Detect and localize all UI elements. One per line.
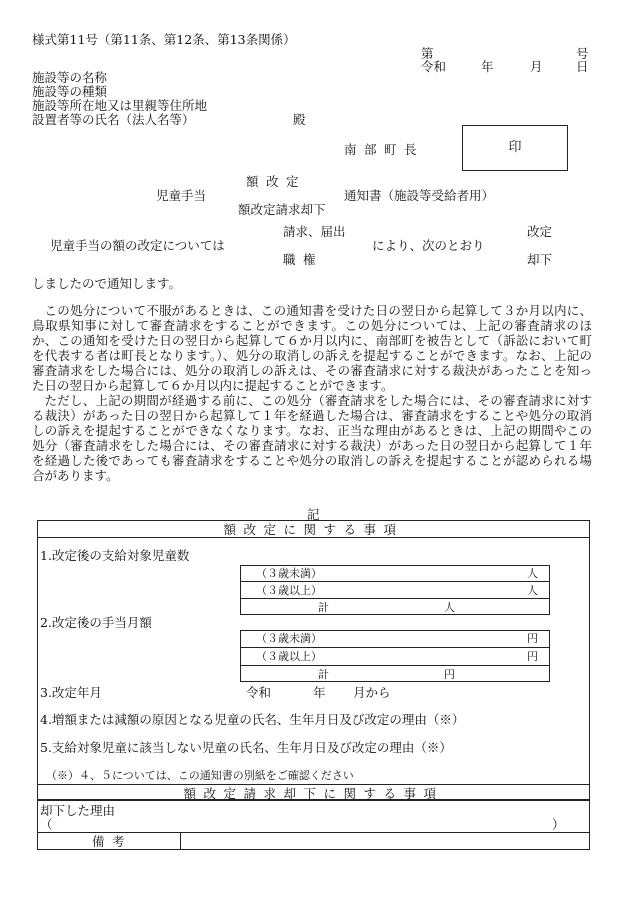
seal-text: 印	[508, 140, 522, 156]
notice-paragraphs	[32, 303, 592, 483]
doc-number-prefix: 第	[421, 46, 434, 61]
title-top: 額改定	[246, 174, 307, 189]
reject-header: 額改定請求却下に関する事項	[183, 786, 444, 801]
reject-reason-label: 却下した理由	[40, 803, 116, 818]
seal-box	[462, 125, 568, 171]
intro-middle: により、次のとおり	[372, 238, 485, 253]
date-era: 令和	[421, 59, 447, 74]
recipient-operator-name: 設置者等の氏名（法人名等）	[32, 112, 195, 127]
date-day: 日	[576, 59, 589, 74]
item-change-reason: 4.増額または減額の原因となる児童の氏名、生年月日及び改定の理由（※）	[40, 712, 465, 727]
child-count-over3-unit: 人	[527, 584, 538, 597]
intro-prefix: 児童手当の額の改定については	[50, 238, 225, 253]
reject-paren-open: （	[40, 817, 53, 832]
monthly-amount-over3-unit: 円	[527, 650, 538, 663]
monthly-amount-under3-unit: 円	[527, 632, 538, 645]
item-child-count: 1.改定後の支給対象児童数	[40, 548, 190, 563]
child-count-under3-unit: 人	[527, 567, 538, 580]
recipient-address: 施設等所在地又は里親等住所地	[32, 98, 208, 113]
date-year: 年	[481, 59, 494, 74]
child-count-under3-label: （３歳未満）	[256, 567, 322, 580]
form-number: 様式第11号（第11条、第12条、第13条関係）	[32, 32, 296, 47]
notice-paragraph-2: ただし、上記の期間が経過する前に、この処分（審査請求をした場合には、その審査請求に対する裁決）があった日の翌日から起算して１年を経過した場合は、審査請求をすることや処分の取消しの訴えを提起することができなくなります。なお、正当な理由があるときは、上記の期間やこの処分（審査請求をした場合には、その審査請求に対する裁決）があった日の翌日から起算して１年を経過した後であっても審査請求をすることや処分の取消しの訴えを提起することが認められる場合があります。	[32, 393, 592, 483]
reject-paren-close: ）	[552, 817, 565, 832]
table-note: （※）４、５については、この通知書の別紙をご確認ください	[46, 769, 354, 782]
recipient-honorific: 殿	[293, 112, 306, 127]
date-month: 月	[530, 59, 543, 74]
item-ineligible-reason: 5.支給対象児童に該当しない児童の氏名、生年月日及び改定の理由（※）	[40, 740, 452, 755]
child-count-total-label: 計	[318, 601, 329, 614]
intro-option-authority: 職権	[283, 252, 324, 267]
doc-number-suffix: 号	[576, 46, 589, 61]
monthly-amount-under3-label: （３歳未満）	[256, 632, 322, 645]
revision-month-year: 年	[313, 685, 326, 700]
child-count-over3-label: （３歳以上）	[256, 584, 322, 597]
monthly-amount-over3-label: （３歳以上）	[256, 650, 322, 663]
intro-option-request: 請求、届出	[283, 224, 346, 239]
item-revision-month: 3.改定年月	[40, 685, 102, 700]
item-monthly-amount: 2.改定後の手当月額	[40, 615, 152, 630]
remarks-label: 備考	[92, 834, 133, 849]
revision-month-era: 令和	[246, 685, 272, 700]
title-left: 児童手当	[156, 188, 207, 203]
recipient-facility-name: 施設等の名称	[32, 70, 108, 85]
intro-option-reject: 却下	[527, 252, 553, 267]
title-right: 通知書（施設等受給者用）	[344, 188, 495, 203]
ki-label: 記	[307, 507, 320, 522]
recipient-facility-type: 施設等の種類	[32, 84, 108, 99]
notice-paragraph-1: この処分について不服があるときは、この通知書を受けた日の翌日から起算して３か月以内に、鳥取県知事に対して審査請求をすることができます。この処分については、上記の審査請求のほか、この通知を受けた日の翌日から起算して６か月以内に、南部町を被告として（訴訟において町を代表する者は町長となります。）、処分の取消しの訴えを提起することができます。なお、上記の審査請求をした場合には、処分の取消しの訴えは、その審査請求に対する裁決があったことを知った日の翌日から起算して６か月以内に提起することができます。	[32, 303, 592, 393]
issuer-title: 南部町長	[344, 142, 425, 157]
revision-month-month: 月から	[353, 685, 391, 700]
child-count-total-unit: 人	[444, 601, 455, 614]
intro-option-revise: 改定	[527, 224, 553, 239]
intro-closing: しましたので通知します。	[32, 276, 182, 291]
monthly-amount-total-label: 計	[318, 668, 329, 681]
revision-header: 額改定に関する事項	[223, 522, 404, 537]
monthly-amount-total-unit: 円	[444, 668, 455, 681]
title-bottom: 額改定請求却下	[238, 202, 326, 217]
